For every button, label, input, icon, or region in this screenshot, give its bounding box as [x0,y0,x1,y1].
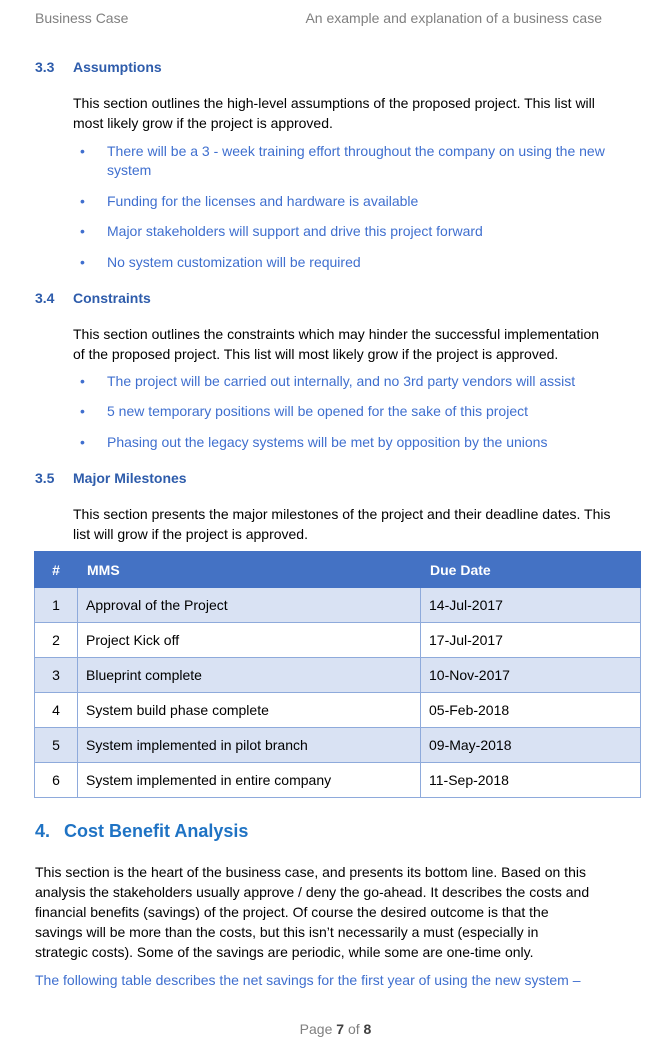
row-number: 5 [35,728,78,763]
row-number: 1 [35,588,78,623]
row-due-date: 05-Feb-2018 [421,693,641,728]
table-row [35,623,641,658]
row-number: 3 [35,658,78,693]
row-mms: Blueprint complete [78,658,421,693]
row-mms: System build phase complete [78,693,421,728]
row-number: 6 [35,763,78,798]
table-row [35,728,641,763]
section-number: 3.5 [35,470,55,486]
assumptions-intro: This section outlines the high-level assumptions of the proposed project. This list will most likely grow if the project is approved. [73,95,595,131]
bullet-icon: • [80,373,85,389]
row-number: 2 [35,623,78,658]
row-due-date: 17-Jul-2017 [421,623,641,658]
bullet-icon: • [80,434,85,450]
row-mms: Approval of the Project [78,588,421,623]
row-due-date: 09-May-2018 [421,728,641,763]
of-label: of [347,1021,360,1037]
column-header-due-date: Due Date [421,552,641,588]
constraints-intro: This section outlines the constraints which may hinder the successful implementation of the proposed project. This list will most likely grow if the project is approved. [73,326,600,362]
row-due-date: 11-Sep-2018 [421,763,641,798]
page-label: Page [299,1021,333,1037]
row-mms: System implemented in pilot branch [78,728,421,763]
section-heading-milestones [35,470,187,486]
header-left: Business Case [35,10,129,26]
bullet-icon: • [80,254,85,270]
list-item: • Funding for the licenses and hardware is available [80,193,419,209]
section-number: 3.4 [35,290,55,306]
page-number: 7 [336,1021,345,1037]
row-mms: System implemented in entire company [78,763,421,798]
section-heading-constraints [35,290,151,306]
list-item: • The project will be carried out internally, and no 3rd party vendors will assist [80,373,576,389]
bullet-icon: • [80,193,85,209]
list-item: • 5 new temporary positions will be opened for the sake of this project [80,403,529,419]
page-total: 8 [363,1021,372,1037]
milestones-table [34,551,641,798]
row-due-date: 10-Nov-2017 [421,658,641,693]
table-row [35,763,641,798]
bullet-icon: • [80,223,85,239]
heading-number: 4. [35,821,51,841]
row-number: 4 [35,693,78,728]
heading-title: Cost Benefit Analysis [64,821,249,841]
cost-benefit-note: The following table describes the net savings for the first year of using the new system – [35,972,581,988]
section-title: Major Milestones [73,470,187,486]
bullet-icon: • [80,143,85,159]
heading-cost-benefit-analysis [35,821,248,842]
column-header-number: # [35,552,78,588]
section-title: Assumptions [73,59,162,75]
cost-benefit-body: This section is the heart of the business case, and presents its bottom line. Based on this analysis the stakeholders usually approve / deny the go-ahead. It describes the costs and financial benefits (savings) of the project. Of course the desired outcome is that the savings will be more than the costs, but this isn’t necessarily a must (especially in strategic costs). Some of the savings are periodic, while some are one-time only. [35,864,590,960]
section-title: Constraints [73,290,151,306]
list-item: • Major stakeholders will support and drive this project forward [80,223,483,239]
list-item: • Phasing out the legacy systems will be met by opposition by the unions [80,434,548,450]
bullet-icon: • [80,403,85,419]
list-item: • There will be a 3 - week training effort throughout the company on using the new system [80,143,605,178]
milestones-intro: This section presents the major milestones of the project and their deadline dates. This list will grow if the project is approved. [73,506,611,542]
header-right: An example and explanation of a business case [305,10,602,26]
row-mms: Project Kick off [78,623,421,658]
list-item: • No system customization will be required [80,254,361,270]
table-row [35,588,641,623]
section-heading-assumptions [35,59,162,75]
column-header-mms: MMS [78,552,421,588]
table-header-row [35,552,641,588]
row-due-date: 14-Jul-2017 [421,588,641,623]
table-row [35,693,641,728]
table-row [35,658,641,693]
page-footer [0,1021,671,1037]
section-number: 3.3 [35,59,55,75]
